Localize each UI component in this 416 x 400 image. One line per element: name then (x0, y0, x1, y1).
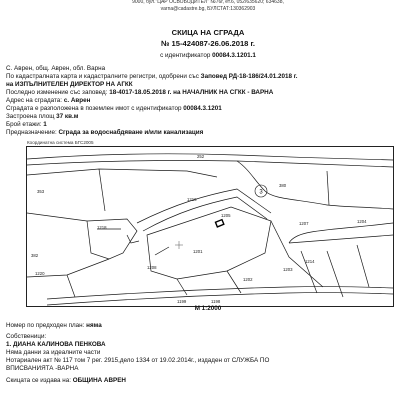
land-line (6, 106, 222, 112)
registers-line (6, 74, 298, 80)
owners-heading: Собственици: (6, 333, 47, 340)
parcel-label: 252 (197, 154, 205, 159)
parcel-label: 1201 (193, 249, 203, 254)
deed-line-2: ВПИСВАНИЯТА -ВАРНА (6, 365, 79, 372)
header-contact: varna@cadastre.bg, БУЛСТАТ:130362903 (160, 6, 256, 12)
parcel-label: 1208 (147, 265, 157, 270)
map-scale: М 1:2000 (194, 305, 222, 312)
cadastral-map (26, 146, 394, 307)
address-line (6, 98, 90, 104)
parcel-label: 1220 (35, 271, 45, 276)
building-outline (215, 220, 223, 227)
last-change-order: 18-4017-18.05.2018 г. на НАЧАЛНИК НА СГКК - ВАРНА (109, 89, 274, 96)
parcel-label: 1216 (187, 197, 197, 202)
area-line (6, 114, 78, 120)
deed-line-1: Нотариален акт № 117 том 7 рег. 2915,дело 1334 от 19.02.2014г., издаден от СЛУЖБА ПО (6, 357, 270, 364)
address-value: с. Аврен (63, 97, 91, 104)
land-identifier: 00084.3.1201 (183, 105, 222, 112)
issued-for-value: ОБЩИНА АВРЕН (72, 377, 126, 384)
location-text: С. Аврен, общ. Аврен, обл. Варна (6, 65, 106, 72)
header-address: 9000, бул."ЦАР ОСВОБОДИТЕЛ" №76г, ет.6, 052/635620; 634638, (132, 0, 284, 5)
parcel-label: 353 (37, 189, 45, 194)
parcel-label: 380 (279, 183, 287, 188)
purpose-value: Сграда за водоснабдяване и/или канализация (58, 129, 204, 136)
issued-for-label: Скицата се издава на: (6, 377, 71, 384)
parcel-label: 1204 (357, 219, 367, 224)
parcel-label: 1203 (283, 267, 293, 272)
parcel-label: 1198 (211, 299, 221, 304)
floors-value: 1 (43, 121, 47, 128)
previous-id-label: Номер по предходен план: (6, 322, 85, 329)
share-note: Няма данни за идеалните части (6, 349, 101, 356)
page-title: СКИЦА НА СГРАДА (171, 28, 245, 37)
registers-order: Заповед РД-18-186/24.01.2018 г. (200, 73, 298, 80)
previous-id-line (6, 323, 102, 329)
parcel-label: 382 (31, 253, 39, 258)
area-label: Застроена площ (6, 113, 55, 120)
issued-for-line (6, 378, 126, 384)
owner-name: 1. ДИАНА КАЛИНОВА ПЕНКОВА (6, 341, 106, 348)
last-change-line (6, 90, 273, 96)
parcel-label: 1214 (305, 259, 315, 264)
parcel-label: 1205 (221, 213, 231, 218)
purpose-line (6, 130, 203, 136)
previous-id-value: няма (86, 322, 102, 329)
registers-text: По кадастралната карта и кадастралните регистри, одобрени със (6, 73, 199, 80)
address-label: Адрес на сградата: (6, 97, 63, 104)
identifier-prefix: с идентификатор (160, 52, 211, 59)
parcel-label: 1218 (97, 225, 107, 230)
center-crosshair (175, 241, 183, 249)
parcel-label: 1202 (243, 277, 253, 282)
parcel-label: 1199 (177, 299, 187, 304)
floors-line (6, 122, 47, 128)
parcel-label: 1207 (299, 221, 309, 226)
land-text: Сградата е разположена в поземлен имот с идентификатор (6, 105, 182, 112)
last-change-text: Последно изменение със заповед: (6, 89, 108, 96)
coord-system-label: Координатна система БГС2005 (27, 140, 94, 145)
identifier-line (0, 53, 416, 59)
circle-marker-label: 3 (259, 189, 263, 196)
building-identifier: 00084.3.1201.1 (212, 52, 256, 59)
purpose-label: Предназначение: (6, 129, 57, 136)
sketch-number: № 15-424087-26.06.2018 г. (160, 39, 256, 48)
registers-issuer: на ИЗПЪЛНИТЕЛЕН ДИРЕКТОР НА АГКК (6, 81, 133, 88)
floors-label: Брой етажи: (6, 121, 42, 128)
area-value: 37 кв.м (56, 113, 79, 120)
